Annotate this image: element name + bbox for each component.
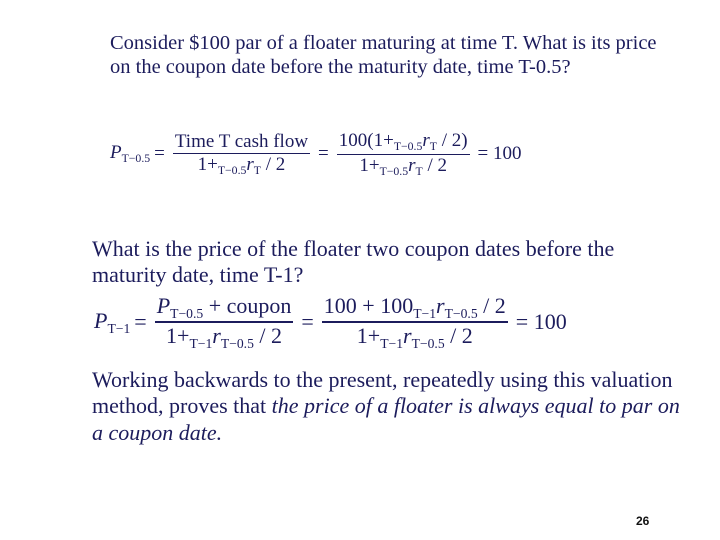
equation1-lhs: $P_{T-0.5}$ (110, 142, 151, 166)
equals-sign: = (318, 143, 329, 165)
equals-sign: = (301, 309, 314, 335)
intro-question: Consider $100 par of a floater maturing at time T. What is its price on the coupon date before the maturity date, time T-0.5? (110, 32, 657, 79)
fraction-denominator: $1+_{T-0.5}r_T / 2$ (197, 154, 286, 178)
floater-price-equation-t-minus-one (94, 293, 571, 351)
conclusion-text: Working backwards to the present, repeatedly using this valuation method, proves that (92, 367, 673, 419)
conclusion-emphasis: the price of a floater is always equal to par on a coupon date. (92, 393, 680, 445)
equation2-lhs: $P_{T-1}$ (94, 307, 131, 336)
second-question: What is the price of the floater two coupon dates before the maturity date, time T-1? (92, 236, 615, 287)
equals-sign: = (154, 143, 165, 165)
fraction-numerator: $100(1+_{T-0.5}r_T / 2)$ (338, 130, 468, 154)
fraction-denominator: $1+_{T-1}r_{T-0.5} / 2$ (356, 322, 473, 351)
fraction-denominator: $1+_{T-1}r_{T-0.5} / 2$ (166, 322, 283, 351)
equation2-result: = 100 (515, 309, 567, 335)
conclusion-paragraph (92, 367, 692, 446)
equation2-fraction-2 (322, 293, 508, 351)
fraction-numerator: $100 + 100_{T-1}r_{T-0.5} / 2$ (323, 293, 506, 321)
equation1-result: = 100 (477, 143, 522, 165)
fraction-numerator: $P_{T-0.5}$ + coupon (156, 293, 292, 321)
equation1-fraction-1 (173, 131, 310, 178)
page-number: 26 (636, 514, 650, 528)
equation1-fraction-2 (337, 130, 470, 179)
equals-sign: = (134, 309, 147, 335)
fraction-denominator: $1+_{T-0.5}r_T / 2$ (359, 155, 447, 179)
equation2-fraction-1 (155, 293, 294, 351)
floater-price-equation-t-minus-half (110, 130, 526, 179)
fraction-numerator: Time T cash flow (174, 130, 309, 152)
